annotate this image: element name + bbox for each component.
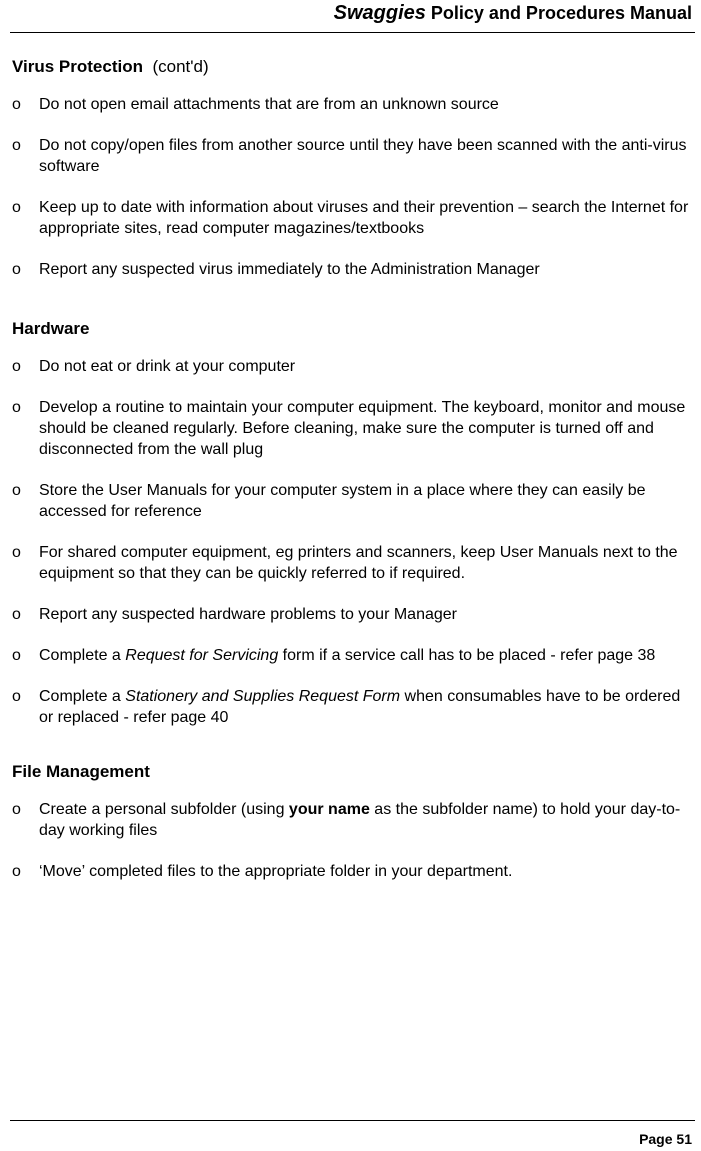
bullet-icon: o [12, 801, 21, 818]
bullet-icon: o [12, 399, 21, 416]
section-title: File Management [12, 762, 150, 781]
page-number: Page 51 [639, 1131, 692, 1147]
list-item-text [39, 647, 655, 664]
section-file-management [12, 761, 693, 882]
section-title [12, 56, 693, 77]
page-header [0, 0, 701, 34]
section-title-text: Virus Protection [12, 57, 143, 76]
header-divider [10, 32, 695, 33]
list-item [12, 645, 693, 666]
bullet-icon: o [12, 199, 21, 216]
text-run: as the subfolder name) to hold your day-to-day working files [39, 801, 681, 839]
bullet-icon: o [12, 137, 21, 154]
list-item-text: Develop a routine to maintain your computer equipment. The keyboard, monitor and mouse should be cleaned regularly. Before cleaning, make sure the computer is turned off and disconnected from the wall plug [39, 399, 686, 458]
bullet-list [12, 799, 693, 882]
list-item [12, 686, 693, 728]
bullet-list [12, 356, 693, 728]
manual-title [334, 2, 692, 25]
form-name-emphasis: Stationery and Supplies Request Form [125, 688, 401, 705]
list-item [12, 604, 693, 625]
text-run: when consumables have to be ordered or replaced - refer page 40 [39, 688, 681, 726]
section-subtitle: (cont'd) [152, 57, 209, 76]
list-item-text: Do not open email attachments that are from an unknown source [39, 96, 499, 113]
strong-emphasis: your name [288, 801, 370, 818]
section-virus-protection [12, 56, 693, 280]
bullet-icon: o [12, 358, 21, 375]
bullet-icon: o [12, 647, 21, 664]
list-item-text: Store the User Manuals for your computer system in a place where they can easily be accessed for reference [39, 482, 646, 520]
list-item [12, 356, 693, 377]
list-item-text: Do not copy/open files from another source until they have been scanned with the anti-virus software [39, 137, 687, 175]
form-name-emphasis: Request for Servicing [125, 647, 279, 664]
list-item [12, 94, 693, 115]
bullet-icon: o [12, 606, 21, 623]
bullet-list [12, 94, 693, 280]
section-hardware [12, 318, 693, 728]
text-run: Complete a [39, 688, 126, 705]
list-item [12, 542, 693, 584]
list-item-text: Do not eat or drink at your computer [39, 358, 296, 375]
bullet-icon: o [12, 688, 21, 705]
bullet-icon: o [12, 544, 21, 561]
page-content [12, 56, 693, 915]
list-item [12, 135, 693, 177]
text-run: form if a service call has to be placed - refer page 38 [278, 647, 656, 664]
list-item [12, 259, 693, 280]
bullet-icon: o [12, 482, 21, 499]
bullet-icon: o [12, 261, 21, 278]
list-item-text [39, 801, 680, 839]
list-item-text: ‘Move’ completed files to the appropriate folder in your department. [39, 863, 513, 880]
list-item-text [39, 688, 680, 726]
footer-divider [10, 1120, 695, 1121]
bullet-icon: o [12, 96, 21, 113]
text-run: Create a personal subfolder (using [39, 801, 289, 818]
bullet-icon: o [12, 863, 21, 880]
list-item [12, 397, 693, 460]
list-item [12, 861, 693, 882]
list-item [12, 197, 693, 239]
text-run: Complete a [39, 647, 126, 664]
list-item [12, 480, 693, 522]
list-item-text: For shared computer equipment, eg printers and scanners, keep User Manuals next to the equipment so that they can be quickly referred to if required. [39, 544, 678, 582]
list-item-text: Report any suspected virus immediately to the Administration Manager [39, 261, 540, 278]
manual-title-text: Policy and Procedures Manual [425, 3, 692, 23]
list-item-text: Report any suspected hardware problems to your Manager [39, 606, 457, 623]
section-title: Hardware [12, 319, 90, 338]
list-item-text: Keep up to date with information about viruses and their prevention – search the Internet for appropriate sites, read computer magazines/textbooks [39, 199, 689, 237]
list-item [12, 799, 693, 841]
brand-name: Swaggies [333, 2, 426, 24]
